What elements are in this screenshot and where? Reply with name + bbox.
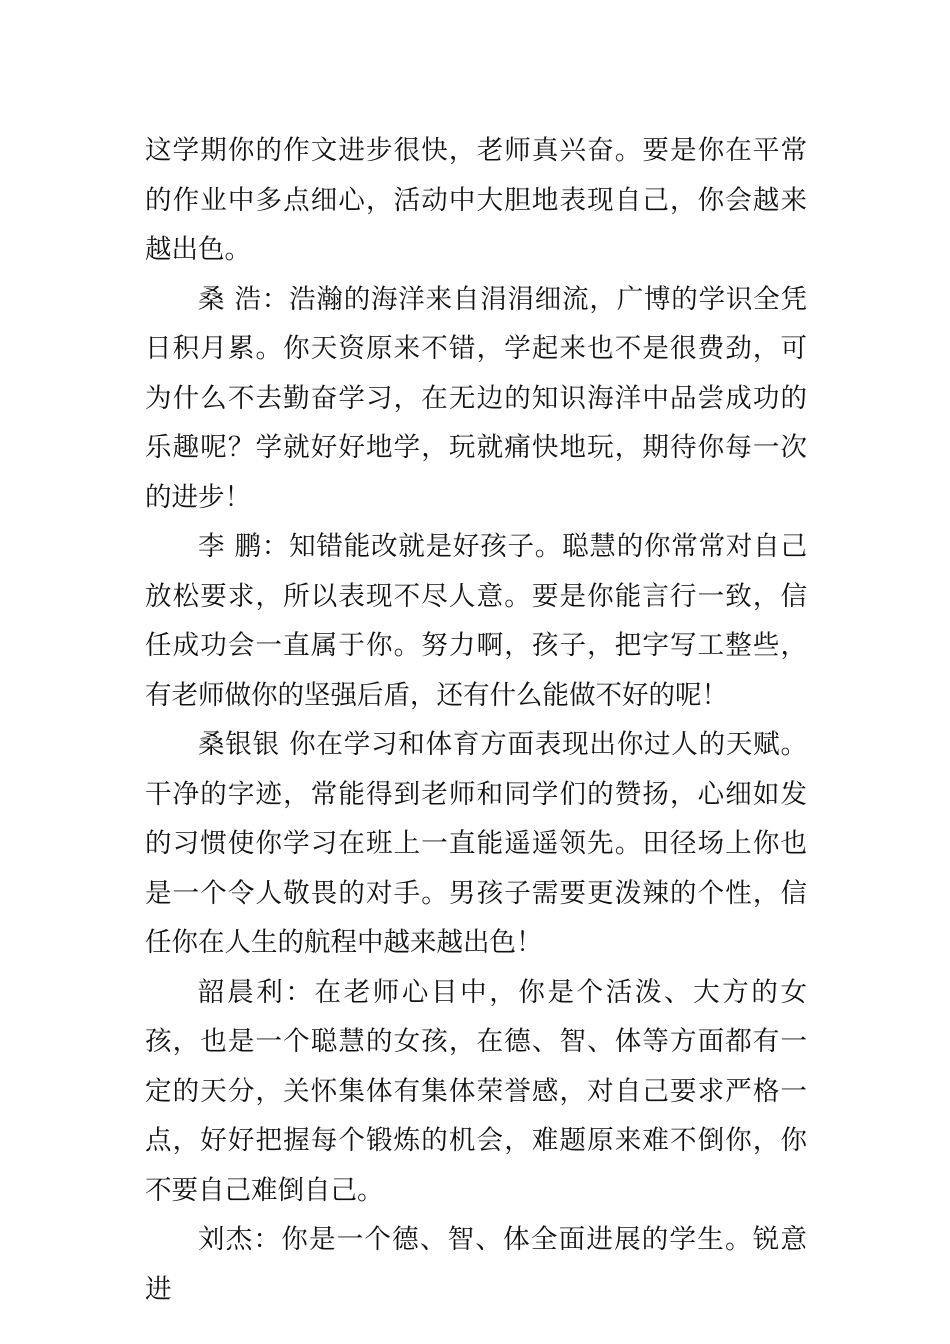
paragraph-comment-sang-yinyin: 桑银银 你在学习和体育方面表现出你过人的天赋。干净的字迹，常能得到老师和同学们的赞扬，心细如发的习惯使你学习在班上一直能遥遥领先。田径场上你也是一个令人敬畏的对手。男孩子需要更泼辣的个性，信任你在人生的航程中越来越出色！: [145, 729, 807, 958]
paragraph-comment-li-peng: 李 鹏：知错能改就是好孩子。聪慧的你常常对自己放松要求，所以表现不尽人意。要是你能言行一致，信任成功会一直属于你。努力啊，孩子，把字写工整些，有老师做你的坚强后盾，还有什么能做不好的呢！: [145, 531, 807, 711]
paragraph-intro: 这学期你的作文进步很快，老师真兴奋。要是你在平常的作业中多点细心，活动中大胆地表现自己，你会越来越出色。: [145, 135, 807, 265]
paragraph-comment-sang-hao: 桑 浩：浩瀚的海洋来自涓涓细流，广博的学识全凭日积月累。你天资原来不错，学起来也不是很费劲，可为什么不去勤奋学习，在无边的知识海洋中品尝成功的乐趣呢？学就好好地学，玩就痛快地玩，期待你每一次的进步！: [145, 283, 807, 513]
paragraph-comment-liu-jie: 刘杰：你是一个德、智、体全面进展的学生。锐意进: [145, 1224, 807, 1305]
paragraph-comment-shao-chenli: 韶晨利：在老师心目中，你是个活泼、大方的女孩，也是一个聪慧的女孩，在德、智、体等方面都有一定的天分，关怀集体有集体荣誉感，对自己要求严格一点，好好把握每个锻炼的机会，难题原来难不倒你，你不要自己难倒自己。: [145, 976, 807, 1206]
document-page: [145, 126, 807, 1314]
